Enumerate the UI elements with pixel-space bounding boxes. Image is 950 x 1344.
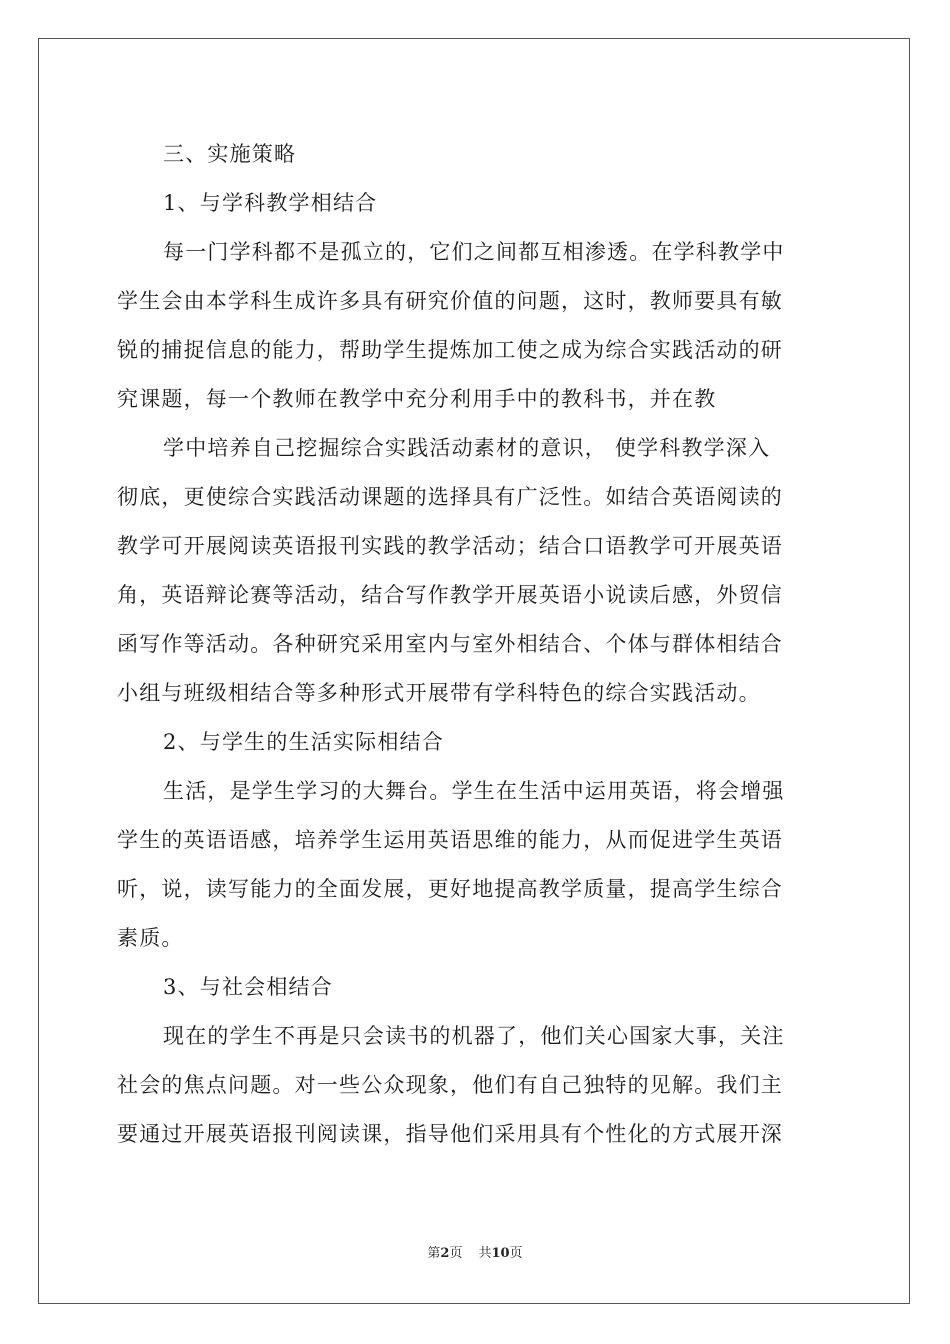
paragraph-line: 学生的英语语感，培养学生运用英语思维的能力，从而促进学生英语 [117,828,783,852]
paragraph-line: 要通过开展英语报刊阅读课，指导他们采用具有个性化的方式展开深 [117,1122,783,1146]
total-prefix: 共 [478,1246,492,1261]
total-suffix: 页 [509,1246,523,1261]
subheading: 3、与社会相结合 [163,975,333,999]
paragraph-line: 角，英语辩论赛等活动，结合写作教学开展英语小说读后感，外贸信 [117,583,783,607]
page-footer [0,1245,950,1263]
document-body [117,130,833,1159]
paragraph-line: 学中培养自己挖掘综合实践活动素材的意识， 使学科教学深入 [163,436,771,460]
section-heading: 三、实施策略 [163,142,297,166]
page-number: 2 [440,1246,450,1261]
page-suffix: 页 [449,1246,463,1261]
paragraph-line: 锐的捕捉信息的能力，帮助学生提炼加工使之成为综合实践活动的研 [117,338,783,362]
paragraph-line: 生活，是学生学习的大舞台。学生在生活中运用英语，将会增强 [163,779,785,803]
paragraph-line: 社会的焦点问题。对一些公众现象，他们有自己独特的见解。我们主 [117,1073,783,1097]
subheading: 2、与学生的生活实际相结合 [163,730,444,754]
paragraph-line: 现在的学生不再是只会读书的机器了，他们关心国家大事，关注 [163,1024,785,1048]
paragraph-line: 函写作等活动。各种研究采用室内与室外相结合、个体与群体相结合 [117,632,783,656]
paragraph-line: 小组与班级相结合等多种形式开展带有学科特色的综合实践活动。 [117,681,761,705]
paragraph-line: 究课题，每一个教师在教学中充分利用手中的教科书，并在教 [117,387,717,411]
paragraph-line: 学生会由本学科生成许多具有研究价值的问题，这时，教师要具有敏 [117,289,783,313]
total-pages: 10 [491,1246,510,1261]
page-prefix: 第 [427,1246,441,1261]
paragraph-line: 彻底，更使综合实践活动课题的选择具有广泛性。如结合英语阅读的 [117,485,783,509]
paragraph-line: 教学可开展阅读英语报刊实践的教学活动；结合口语教学可开展英语 [117,534,783,558]
paragraph-line: 听，说，读写能力的全面发展，更好地提高教学质量，提高学生综合 [117,877,783,901]
subheading: 1、与学科教学相结合 [163,191,378,215]
paragraph-line: 每一门学科都不是孤立的，它们之间都互相渗透。在学科教学中 [163,240,785,264]
paragraph-line: 素质。 [117,926,184,950]
